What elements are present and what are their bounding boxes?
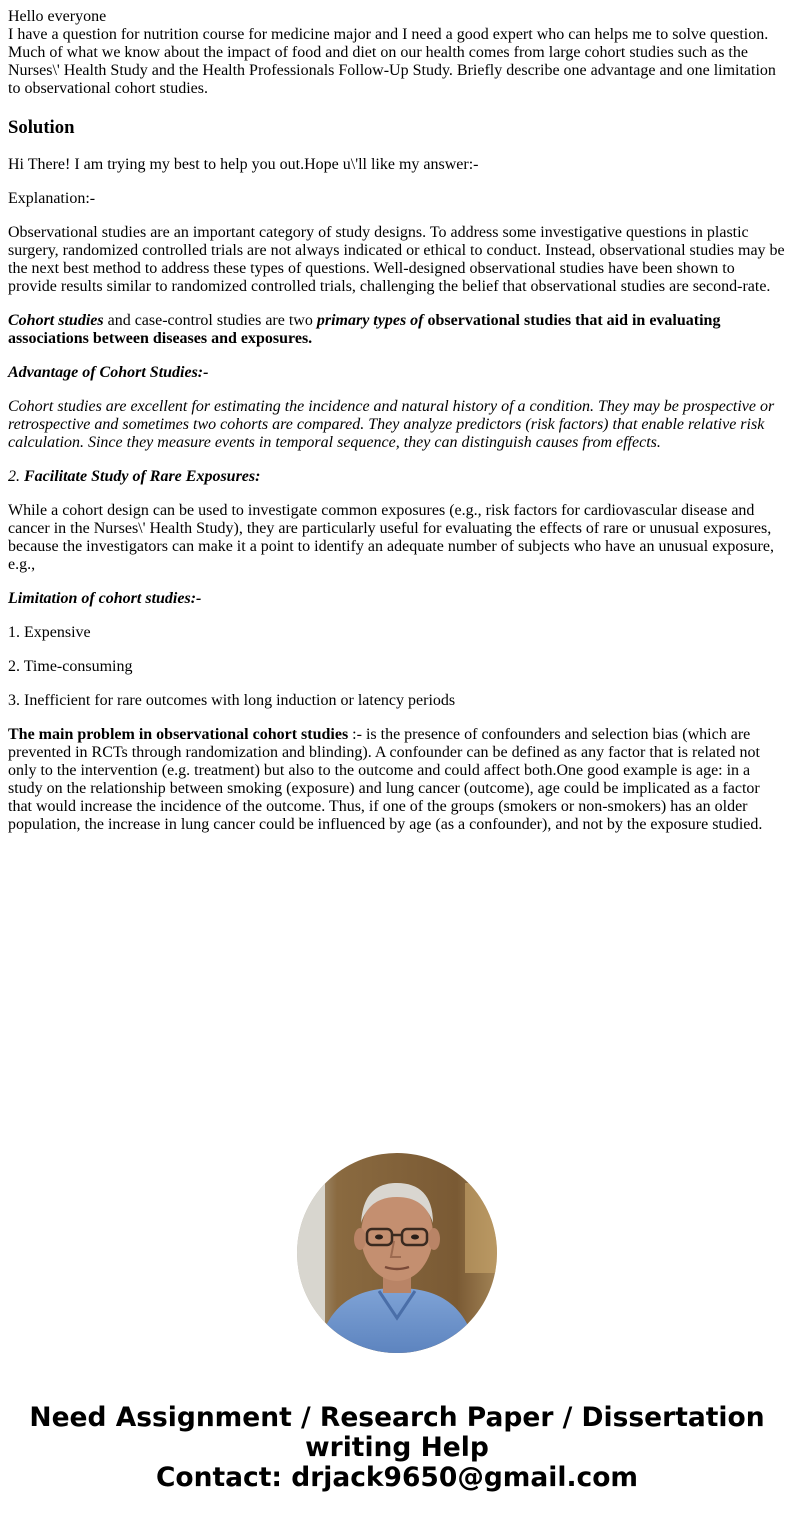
rare-exposures-text: While a cohort design can be used to investigate common exposures (e.g., risk factors for cardiovascular disease and cancer in the Nurses\' Health Study), they are particularly useful for evaluating the effects of rare or unusual exposures, because the investigators can make it a point to identify an adequate number of subjects who have an unusual exposure, e.g., — [8, 502, 774, 573]
limitation-heading: Limitation of cohort studies:- — [8, 590, 202, 607]
explanation-label: Explanation:- — [8, 190, 96, 207]
main-problem-paragraph: The main problem in observational cohort studies :- is the presence of confounders and selection bias (which are prevented in RCTs through randomization and blinding). A confounder can be defined as any factor that is related not only to the intervention (e.g. treatment) but also to the outcome and could affect both.One good example is age: in a study on the relationship between smoking (exposure) and lung cancer (outcome), age could be implicated as a factor that would increase the incidence of the outcome. Thus, if one of the groups (smokers or non-smokers) has an older population, the increase in lung cancer could be influenced by age (as a confounder), and not by the exposure studied. — [8, 726, 763, 833]
promo-footer — [0, 1403, 794, 1493]
advantage-heading: Advantage of Cohort Studies:- — [8, 364, 209, 381]
limitation-item: 3. Inefficient for rare outcomes with long induction or latency periods — [8, 692, 456, 709]
advantage-text: Cohort studies are excellent for estimating the incidence and natural history of a condition. They may be prospective or retrospective and sometimes two cohorts are compared. They analyze predictors (risk factors) that enable relative risk calculation. Since they measure events in temporal sequence, they can distinguish causes from effects. — [8, 398, 775, 451]
rare-exposures-heading: 2. Facilitate Study of Rare Exposures: — [8, 468, 261, 485]
limitation-item: 1. Expensive — [8, 624, 91, 641]
primary-types-term: primary types of — [316, 312, 424, 329]
contact-email: Contact: drjack9650@gmail.com — [155, 1462, 639, 1493]
greeting-text: Hello everyone — [8, 8, 107, 25]
author-photo — [297, 1153, 497, 1353]
question-text: I have a question for nutrition course for medicine major and I need a good expert who can helps me to solve question. Much of what we know about the impact of food and diet on our health comes from large cohort studies such as the Nurses\' Health Study and the Health Professionals Follow-Up Study. Briefly describe one advantage and one limitation to observational cohort studies. — [8, 26, 776, 97]
solution-heading: Solution — [8, 117, 75, 138]
cohort-studies-term: Cohort studies — [8, 312, 104, 329]
observational-paragraph: Observational studies are an important category of study designs. To address some investigative questions in plastic surgery, randomized controlled trials are not always indicated or ethical to conduct. Instead, observational studies may be the next best method to address these types of questions. Well-designed observational studies have been shown to provide results similar to randomized controlled trials, challenging the belief that observational studies are second-rate. — [8, 224, 785, 295]
intro-text: Hi There! I am trying my best to help you out.Hope u\'ll like my answer:- — [8, 156, 479, 173]
document-body — [8, 8, 786, 834]
question-block — [8, 8, 786, 98]
portrait-image — [297, 1153, 497, 1353]
limitation-item: 2. Time-consuming — [8, 658, 133, 675]
promo-headline: Need Assignment / Research Paper / Dissertation writing Help — [29, 1402, 765, 1463]
cohort-types-paragraph: Cohort studies and case-control studies are two primary types of observational studies that aid in evaluating associations between diseases and exposures. — [8, 312, 721, 347]
